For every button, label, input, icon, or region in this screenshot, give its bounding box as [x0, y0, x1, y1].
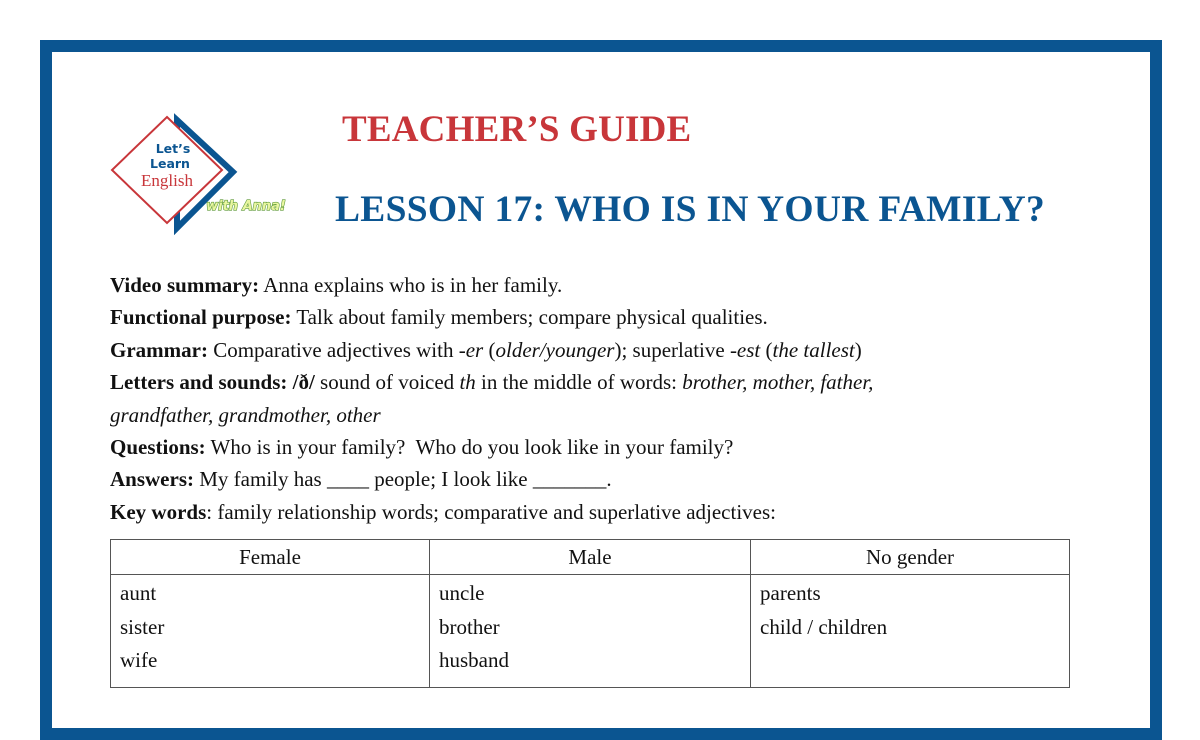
grammar-italic: -er — [458, 337, 484, 362]
guide-title: TEACHER’S GUIDE — [342, 109, 692, 150]
key-words-table — [110, 539, 1070, 688]
svg-text:with Anna!: with Anna! — [206, 199, 286, 214]
list-item: aunt — [120, 581, 157, 605]
grammar-text: ( — [760, 337, 773, 362]
list-item: brother — [439, 614, 500, 639]
female-words-cell — [111, 575, 430, 688]
letters-sounds-text: sound of voiced — [314, 370, 460, 395]
letters-sounds-examples: grandfather, grandmother, other — [110, 402, 381, 427]
letters-sounds-label: Letters and sounds: /ð/ — [110, 370, 315, 395]
no-gender-words-cell — [751, 575, 1070, 688]
key-words-line — [110, 496, 1110, 528]
questions-label: Questions: — [110, 434, 206, 459]
table-row — [111, 575, 1070, 688]
grammar-italic: -est — [729, 337, 761, 362]
list-item: husband — [439, 648, 509, 672]
grammar-text: ( — [483, 337, 496, 362]
column-header-no-gender: No gender — [751, 540, 1070, 575]
lets-learn-english-logo — [105, 110, 305, 235]
logo-diamond-icon — [105, 110, 305, 235]
key-words-label: Key words — [110, 499, 207, 524]
letters-sounds-italic: brother, mother, father, — [682, 370, 874, 395]
male-words-cell — [430, 575, 751, 688]
video-summary-label: Video summary: — [110, 273, 260, 297]
list-item: parents — [760, 581, 821, 605]
column-header-male: Male — [430, 540, 751, 575]
grammar-italic: older/younger — [495, 337, 615, 362]
lesson-summary — [110, 269, 1110, 528]
grammar-text: Comparative adjectives with — [207, 337, 459, 362]
letters-sounds-line — [110, 366, 1110, 398]
list-item: child / children — [760, 614, 888, 639]
list-item: sister — [120, 614, 165, 639]
letters-sounds-italic: th — [459, 370, 476, 395]
list-item: wife — [120, 648, 158, 672]
grammar-text: ); superlative — [614, 337, 730, 362]
functional-purpose-label: Functional purpose: — [110, 305, 292, 330]
letters-sounds-text: in the middle of words: — [475, 370, 683, 395]
table-header-row — [111, 540, 1070, 575]
list-item: uncle — [439, 581, 485, 605]
svg-text:Let’s: Let’s — [155, 141, 191, 156]
grammar-label: Grammar: — [110, 337, 208, 362]
questions-text: Who is in your family? Who do you look like in your family? — [205, 434, 734, 459]
video-summary-line — [110, 269, 1110, 301]
lesson-title: LESSON 17: WHO IS IN YOUR FAMILY? — [335, 189, 1046, 230]
grammar-italic: the tallest — [772, 337, 855, 362]
functional-purpose-line — [110, 301, 1110, 333]
letters-sounds-line-2 — [110, 399, 1110, 431]
grammar-text: ) — [854, 337, 862, 362]
questions-line — [110, 431, 1110, 463]
svg-text:Learn: Learn — [150, 156, 190, 171]
grammar-line — [110, 334, 1110, 366]
column-header-female: Female — [111, 540, 430, 575]
answers-text: My family has ____ people; I look like _______. — [194, 467, 612, 492]
answers-label: Answers: — [110, 467, 194, 492]
video-summary-text: Anna explains who is in her family. — [259, 273, 563, 297]
svg-text:English: English — [141, 171, 193, 190]
functional-purpose-text: Talk about family members; compare physical qualities. — [291, 305, 768, 330]
key-words-text: : family relationship words; comparative and superlative adjectives: — [206, 499, 776, 524]
answers-line — [110, 463, 1110, 495]
